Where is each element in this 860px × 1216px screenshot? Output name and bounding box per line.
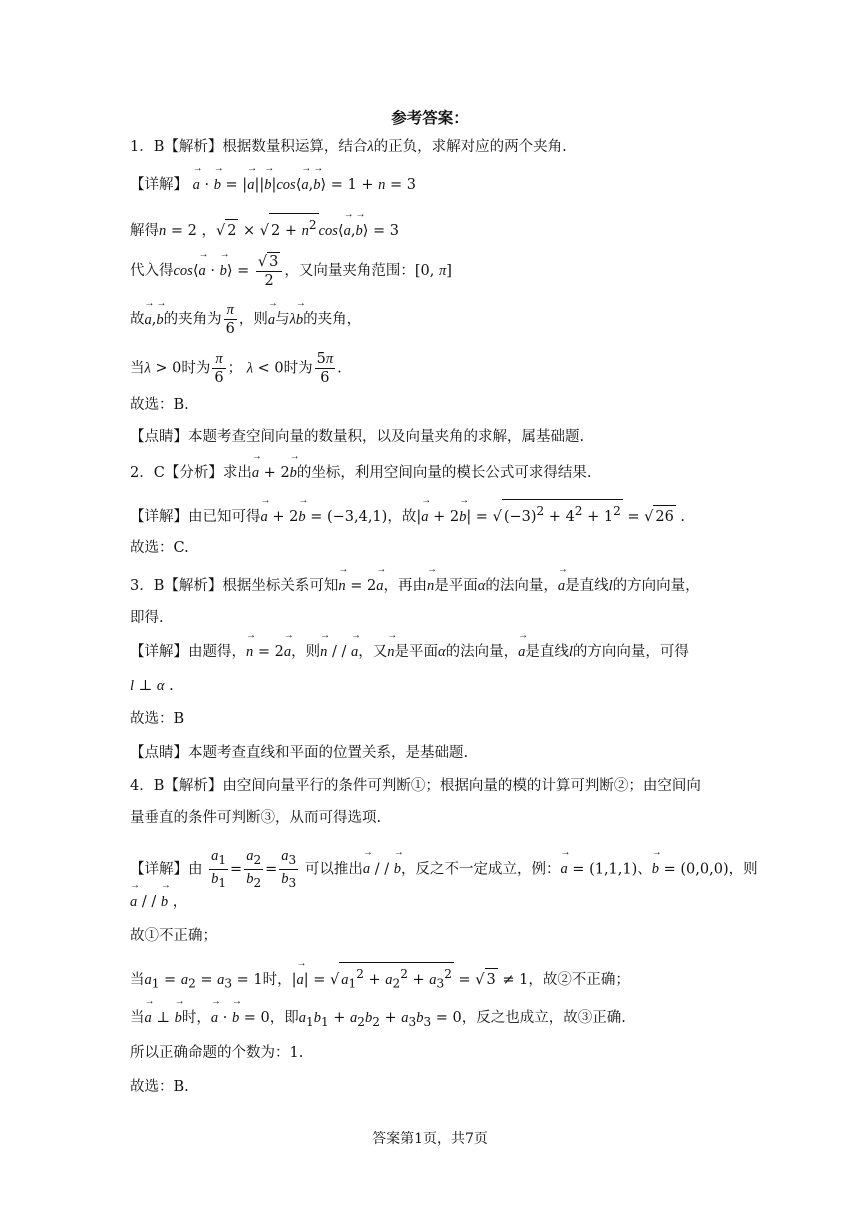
q1-substitute: 代入得cos⟨→ a · → b⟩ = $\frac{√ 3}{2}$ ，又向量夹角范围：[0, π] <box>130 252 452 290</box>
q2-detail: 【详解】由已知可得→ a + 2→ b = (−3,4,1)，故|→ a + 2→ b| = √ $(-3)^2 + 4^2 + 1^2$ = √ 26 . <box>130 499 685 528</box>
q1-heading: 1．B【解析】根据数量积运算，结合λ的正负，求解对应的两个夹角. <box>130 139 567 155</box>
q4-answer: 故选：B. <box>130 1079 189 1095</box>
q2-heading: 2．C【分析】求出→ a + 2→ b的坐标，利用空间向量的模长公式可求得结果. <box>130 462 592 484</box>
q3-heading: 3．B【解析】根据坐标关系可知→ n = 2→ a，再由→ n是平面α的法向量，→ a是直线l的方向向量， <box>130 575 700 597</box>
q1-comment: 【点睛】本题考查空间向量的数量积，以及向量夹角的求解，属基础题. <box>130 429 585 445</box>
q3-heading-cont: 即得. <box>130 610 164 626</box>
q4-count: 所以正确命题的个数为：1. <box>130 1045 304 1061</box>
q1-detail: 【详解】 → a · → b = |→ a||→ b|cos⟨→ a,→ b⟩ = 1 + n = 3 <box>130 174 416 196</box>
q4-judge3: 当→ a ⊥ → b时，→ a · → b = 0，即$a_1b_1 + a_2b_2 + a_3b_3 = 0$，反之也成立，故③正确. <box>130 1007 626 1033</box>
q4-judge1: 故①不正确； <box>130 928 217 944</box>
q4-heading: 4．B【解析】由空间向量平行的条件可判断①；根据向量的模的计算可判断②；由空间向 <box>130 778 701 794</box>
page-title: 参考答案： <box>391 108 469 127</box>
q3-answer: 故选：B <box>130 711 185 727</box>
q1-angle: 故→ a,→ b的夹角为 $\frac{\pi}{6}$ ，则→ a与λ→ b的夹角， <box>130 301 361 338</box>
q4-judge2: 当$a_1 = a_2 = a_3 = 1$时，|→ a| = √ $a_1^2 + a_2^2 + a_3^2$ = √ 3 ≠ 1，故②不正确； <box>130 962 630 995</box>
q1-cases: 当λ > 0时为 $\frac{\pi}{6}$ ； λ < 0时为 $\frac{5\pi}{6}$ . <box>130 351 342 386</box>
q3-detail-cont: l ⊥ α . <box>130 678 174 694</box>
q1-answer: 故选：B. <box>130 397 189 413</box>
q4-detail-cont: → a / / → b ， <box>130 891 187 913</box>
q1-solve: 解得n = 2 ，√ 2 × √ $2 + n^2$ cos⟨→ a,→ b⟩ = 3 <box>130 213 399 242</box>
q3-comment: 【点睛】本题考查直线和平面的位置关系，是基础题. <box>130 745 469 761</box>
q3-detail: 【详解】由题得，→ n = 2→ a，则→ n / / → a，又→ n是平面α的法向量，→ a是直线l的方向向量，可得 <box>130 641 689 663</box>
page-footer: 答案第1页，共7页 <box>372 1131 488 1147</box>
q4-heading-cont: 量垂直的条件可判断③，从而可得选项. <box>130 810 382 826</box>
q4-detail: 【详解】由 $\frac{a_1}{b_1}$ = $\frac{a_2}{b_2}$ = $\frac{a_3}{b_3}$ 可以推出→ a / / → b，反之不一定成立，例：→ a = (1,1,1)、→ b = (0,0,0)，则 <box>130 847 758 892</box>
q2-answer: 故选：C. <box>130 540 189 556</box>
